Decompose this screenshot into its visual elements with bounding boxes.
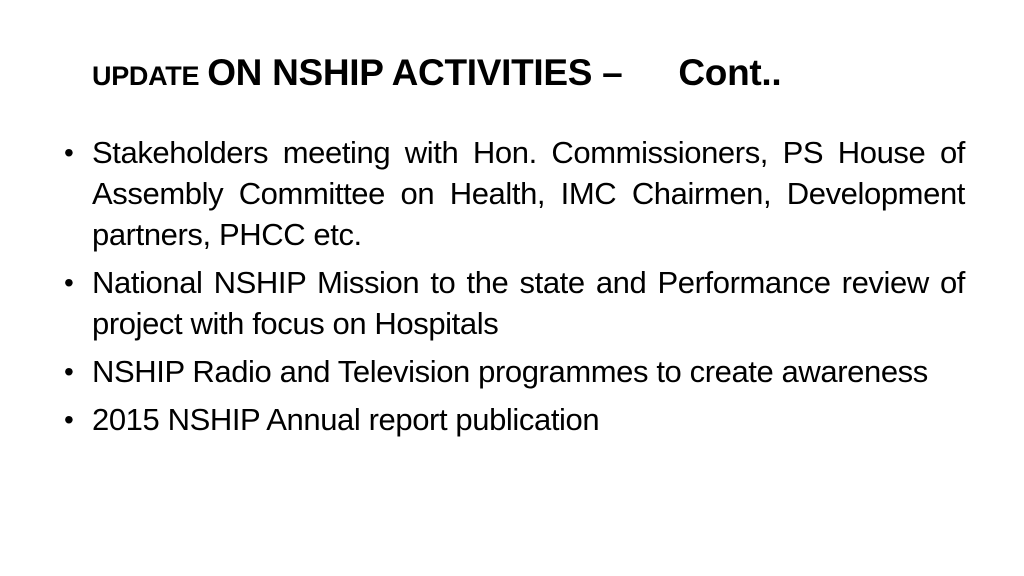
bullet-text: NSHIP Radio and Television programmes to create awareness (92, 354, 928, 389)
bullet-text: 2015 NSHIP Annual report publication (92, 402, 600, 437)
bullet-item (64, 351, 965, 392)
bullet-item (64, 399, 965, 440)
bullet-text: Stakeholders meeting with Hon. Commissioners, PS House of Assembly Committee on Health, IMC Chairmen, Development partners, PHCC etc. (92, 135, 965, 252)
bullet-item (64, 262, 965, 344)
bullet-list (64, 132, 965, 447)
slide-title (92, 52, 781, 102)
bullet-text: National NSHIP Mission to the state and Performance review of project with focus on Hospitals (92, 265, 965, 341)
title-main: ON NSHIP ACTIVITIES – (207, 52, 623, 93)
bullet-dot-icon: • (64, 356, 74, 387)
title-prefix: UPDATE (92, 61, 200, 91)
title-suffix: Cont.. (678, 52, 782, 93)
bullet-dot-icon: • (64, 267, 74, 298)
bullet-item (64, 132, 965, 255)
bullet-dot-icon: • (64, 137, 74, 168)
bullet-dot-icon: • (64, 404, 74, 435)
